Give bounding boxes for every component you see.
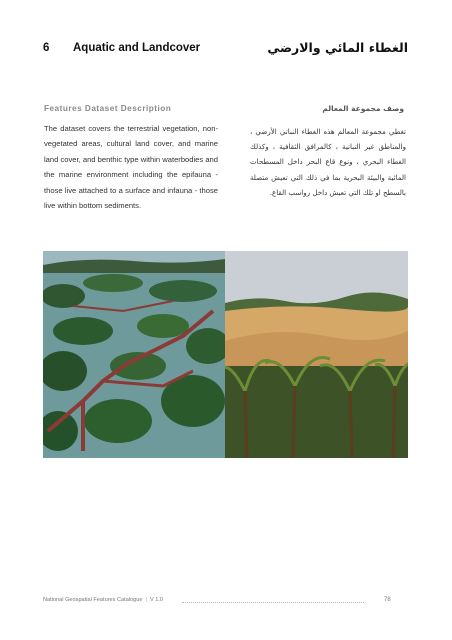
page-header: [0, 38, 452, 64]
mangrove-photo: [43, 251, 225, 458]
description-arabic: تغطي مجموعة المعالم هذه الغطاء النباتي الأرضي ، والمناطق غير النباتية ، كالمرافق الثقافية ، وكذلك الغطاء البحري ، ونوع قاع البحر داخل المسطحات المائية والبيئة البحرية بما في ذلك التي تعيش متصلة بالسطح او تلك التي تعيش داخل رواسب القاع.: [250, 127, 406, 197]
catalogue-title: National Geospatial Features Catalogue: [43, 597, 143, 603]
chapter-number: 6: [43, 42, 50, 54]
section-heading: Features Dataset Description: [44, 104, 172, 113]
chapter-title: Aquatic and Landcover: [73, 42, 201, 54]
footer-separator: |: [145, 597, 147, 603]
page-footer: [0, 596, 452, 608]
description-english: The dataset covers the terrestrial vegetation, non-vegetated areas, cultural land cover, and marine land cover, and benthic type within waterbodies and the marine environment including the epifauna - those live attached to a surface and infauna - those live within bottom sediments.: [44, 124, 218, 211]
section-heading-arabic: وصف مجموعة المعالم: [322, 104, 404, 113]
footer-label: [43, 597, 163, 603]
desert-palm-photo: [225, 251, 408, 458]
chapter-title-arabic: الغطاء المائي والارضي: [267, 40, 408, 55]
version-label: V 1.0: [149, 597, 164, 603]
footer-dotted-rule: [182, 602, 364, 603]
page-number: 78: [384, 597, 391, 603]
